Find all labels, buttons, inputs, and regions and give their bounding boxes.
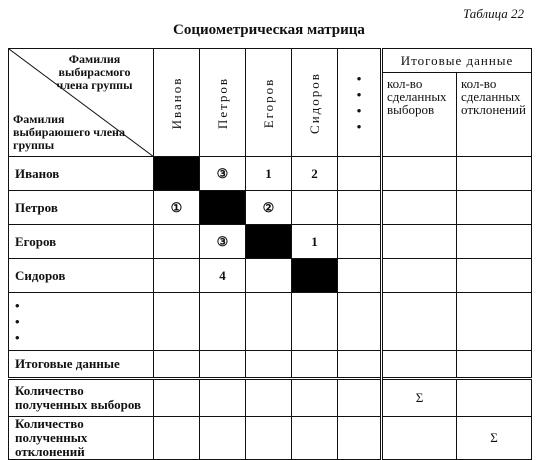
matrix-cell [292, 417, 338, 460]
matrix-cell [246, 293, 292, 351]
matrix-cell: ② [246, 191, 292, 225]
summary-cell [457, 157, 532, 191]
table-row [9, 379, 532, 417]
diagonal-cell [200, 191, 246, 225]
matrix-cell [292, 191, 338, 225]
dot: • [356, 70, 362, 86]
matrix-cell: ③ [200, 157, 246, 191]
matrix-cell [154, 225, 200, 259]
corner-header-cell [9, 49, 154, 157]
sociometric-matrix [8, 48, 532, 460]
matrix-cell: 1 [292, 225, 338, 259]
matrix-cell [246, 417, 292, 460]
page-title: Социометрическая матрица [173, 22, 365, 38]
diagonal-cell [292, 259, 338, 293]
dot: • [15, 313, 20, 329]
made-choices-header: кол-во сделанных выборов [382, 73, 457, 157]
dot: • [356, 118, 362, 134]
summary-cell [457, 351, 532, 379]
summary-cell [382, 157, 457, 191]
matrix-cell [154, 293, 200, 351]
matrix-cell [154, 351, 200, 379]
matrix-cell [246, 379, 292, 417]
row-name: Иванов [9, 157, 154, 191]
matrix-cell: ① [154, 191, 200, 225]
row-name: Петров [9, 191, 154, 225]
sum-rejections: Σ [457, 417, 532, 460]
column-header [200, 49, 246, 157]
column-header-label: Иванов [168, 76, 184, 129]
matrix-cell [200, 379, 246, 417]
matrix-cell [292, 293, 338, 351]
dot: • [15, 329, 20, 345]
sum-choices: Σ [382, 379, 457, 417]
matrix-cell [200, 417, 246, 460]
matrix-cell [246, 259, 292, 293]
dot: • [15, 297, 20, 313]
matrix-cell [200, 293, 246, 351]
column-header [292, 49, 338, 157]
table-row [9, 225, 532, 259]
matrix-cell [338, 293, 382, 351]
diagonal-cell [154, 157, 200, 191]
summary-cell [457, 259, 532, 293]
matrix-cell [246, 351, 292, 379]
matrix-cell [338, 379, 382, 417]
dot: • [356, 102, 362, 118]
received-choices-label: Количество полученных выборов [9, 379, 154, 417]
dot: • [356, 86, 362, 102]
summary-cell [457, 225, 532, 259]
column-header [246, 49, 292, 157]
diagonal-cell [246, 225, 292, 259]
column-header-label: Егоров [260, 77, 276, 128]
summary-cell [382, 351, 457, 379]
summary-cell [457, 191, 532, 225]
matrix-cell [292, 351, 338, 379]
summary-cell [457, 293, 532, 351]
matrix-cell [338, 191, 382, 225]
column-header-label: Сидоров [306, 71, 322, 134]
table-row [9, 293, 532, 351]
matrix-cell [338, 157, 382, 191]
corner-label-chooser: Фамилия выбираюшего члена группы [13, 112, 125, 152]
table-row [9, 191, 532, 225]
corner-label-chosen: Фамилия выбирасмого члена группы [56, 52, 133, 92]
matrix-cell [154, 259, 200, 293]
matrix-cell: 4 [200, 259, 246, 293]
summary-cell [382, 259, 457, 293]
made-rejections-header: кол-во сделанных отклонений [457, 73, 532, 157]
table-row [9, 351, 532, 379]
matrix-cell [292, 379, 338, 417]
column-header-label: Петров [214, 76, 230, 129]
matrix-cell [338, 417, 382, 460]
matrix-cell [338, 225, 382, 259]
matrix-cell [338, 259, 382, 293]
summary-cell [382, 417, 457, 460]
summary-cell [382, 293, 457, 351]
matrix-cell: ③ [200, 225, 246, 259]
table-row [9, 259, 532, 293]
matrix-cell [338, 351, 382, 379]
column-header [154, 49, 200, 157]
itog-row-label: Итоговые данные [9, 351, 154, 379]
table-row [9, 157, 532, 191]
matrix-cell: 2 [292, 157, 338, 191]
matrix-cell: 1 [246, 157, 292, 191]
summary-header: Итоговые данные [382, 49, 532, 73]
row-name: Сидоров [9, 259, 154, 293]
table-label: Таблица 22 [462, 6, 524, 21]
received-rejections-label: Количество полученных отклонений [9, 417, 154, 460]
matrix-cell [154, 417, 200, 460]
matrix-cell [154, 379, 200, 417]
table-row [9, 417, 532, 460]
summary-cell [382, 225, 457, 259]
summary-cell [457, 379, 532, 417]
matrix-cell [200, 351, 246, 379]
dots-row-label [9, 293, 154, 351]
dots-column-header [338, 49, 382, 157]
summary-cell [382, 191, 457, 225]
row-name: Егоров [9, 225, 154, 259]
